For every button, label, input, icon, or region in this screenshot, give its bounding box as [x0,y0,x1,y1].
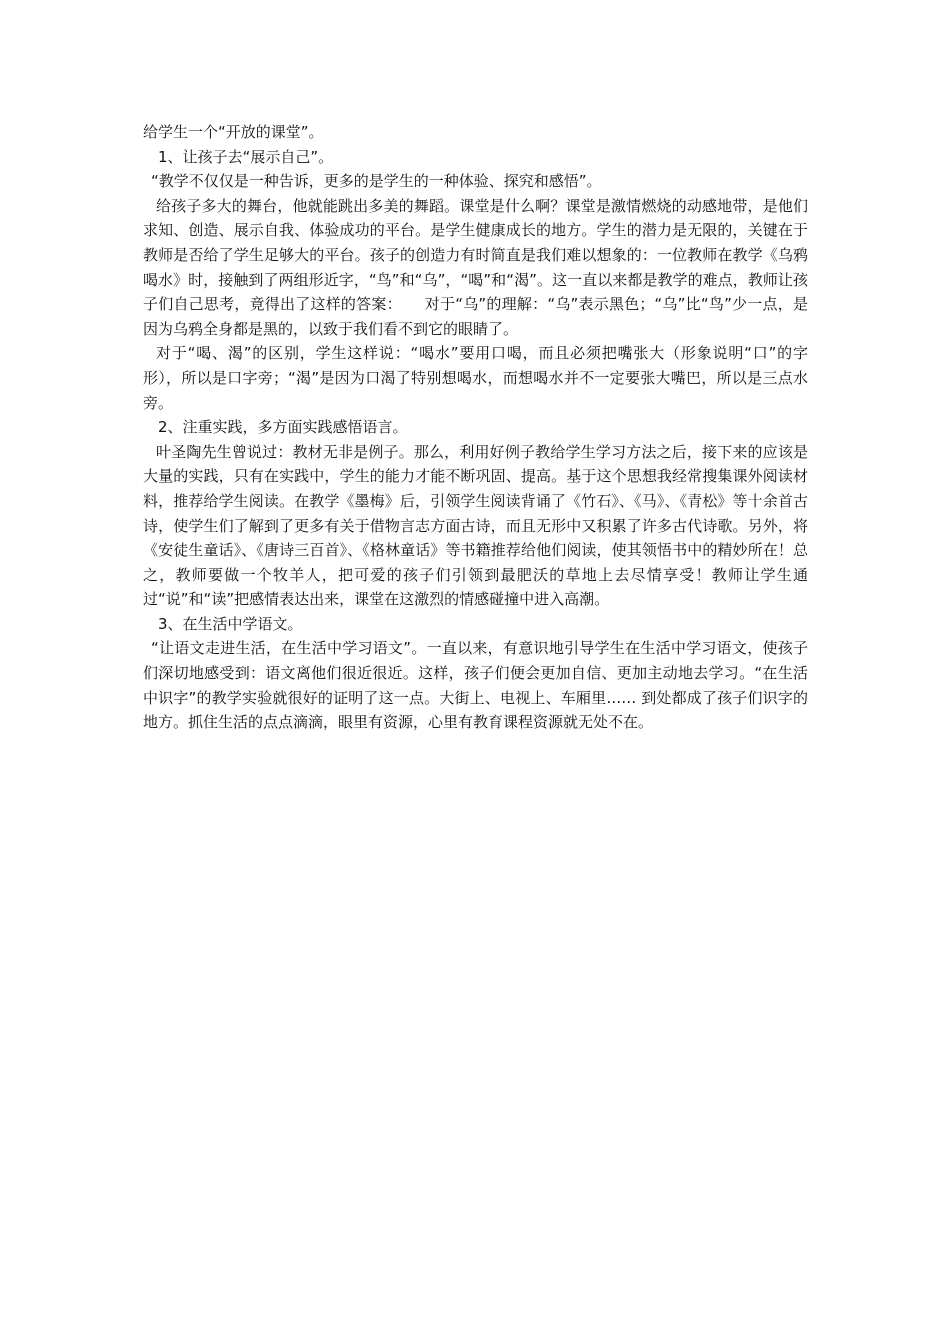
quote-teaching: “教学不仅仅是一种告诉，更多的是学生的一种体验、探究和感悟”。 [151,172,602,191]
paragraph-practice: 叶圣陶先生曾说过：教材无非是例子。那么，利用好例子教给学生学习方法之后，接下来的应该是大量的实践，只有在实践中，学生的能力才能不断巩固、提高。基于这个思想我经常搜集课外阅读材料，推荐给学生阅读。在教学《墨梅》后，引领学生阅读背诵了《竹石》、《马》、《青松》等十余首古诗，使学生们了解到了更多有关于借物言志方面古诗，而且无形中又积累了许多古代诗歌。另外，将《安徒生童话》、《唐诗三百首》、《格林童话》等书籍推荐给他们阅读，使其领悟书中的精妙所在！总之，教师要做一个牧羊人，把可爱的孩子们引领到最肥沃的草地上去尽情享受！教师让学生通过“说”和“读”把感情表达出来，课堂在这激烈的情感碰撞中进入高潮。 [143,442,808,609]
document-page [143,120,808,735]
paragraph-he-ke: 对于“喝、渴”的区别，学生这样说：“喝水”要用口喝，而且必须把嘴张大（形象说明“口”的字形），所以是口字旁；“渴”是因为口渴了特别想喝水，而想喝水并不一定要张大嘴巴，所以是三点水旁。 [143,344,808,412]
heading-section-2: 2、注重实践，多方面实践感悟语言。 [158,418,408,437]
paragraph-intro: 给学生一个“开放的课堂”。 [143,123,324,141]
paragraph-life: “让语文走进生活，在生活中学习语文”。一直以来，有意识地引导学生在生活中学习语文，使孩子们深切地感受到：语文离他们很近很近。这样，孩子们便会更加自信、更加主动地去学习。“在生活中识字”的教学实验就很好的证明了这一点。大街上、电视上、车厢里…… 到处都成了孩子们识字的地方。抓住生活的点点滴滴，眼里有资源，心里有教育课程资源就无处不在。 [143,639,808,732]
paragraph-stage: 给孩子多大的舞台，他就能跳出多美的舞蹈。课堂是什么啊？课堂是激情燃烧的动感地带，是他们求知、创造、展示自我、体验成功的平台。是学生健康成长的地方。学生的潜力是无限的，关键在于教师是否给了学生足够大的平台。孩子的创造力有时简直是我们难以想象的：一位教师在教学《乌鸦喝水》时，接触到了两组形近字，“鸟”和“乌”，“喝”和“渴”。这一直以来都是教学的难点，教师让孩子们自己思考，竟得出了这样的答案： 对于“乌”的理解：“乌”表示黑色；“乌”比“鸟”少一点，是因为乌鸦全身都是黑的，以致于我们看不到它的眼睛了。 [143,196,808,338]
heading-section-1: 1、让孩子去“展示自己”。 [158,147,334,166]
heading-section-3: 3、在生活中学语文。 [158,614,303,633]
